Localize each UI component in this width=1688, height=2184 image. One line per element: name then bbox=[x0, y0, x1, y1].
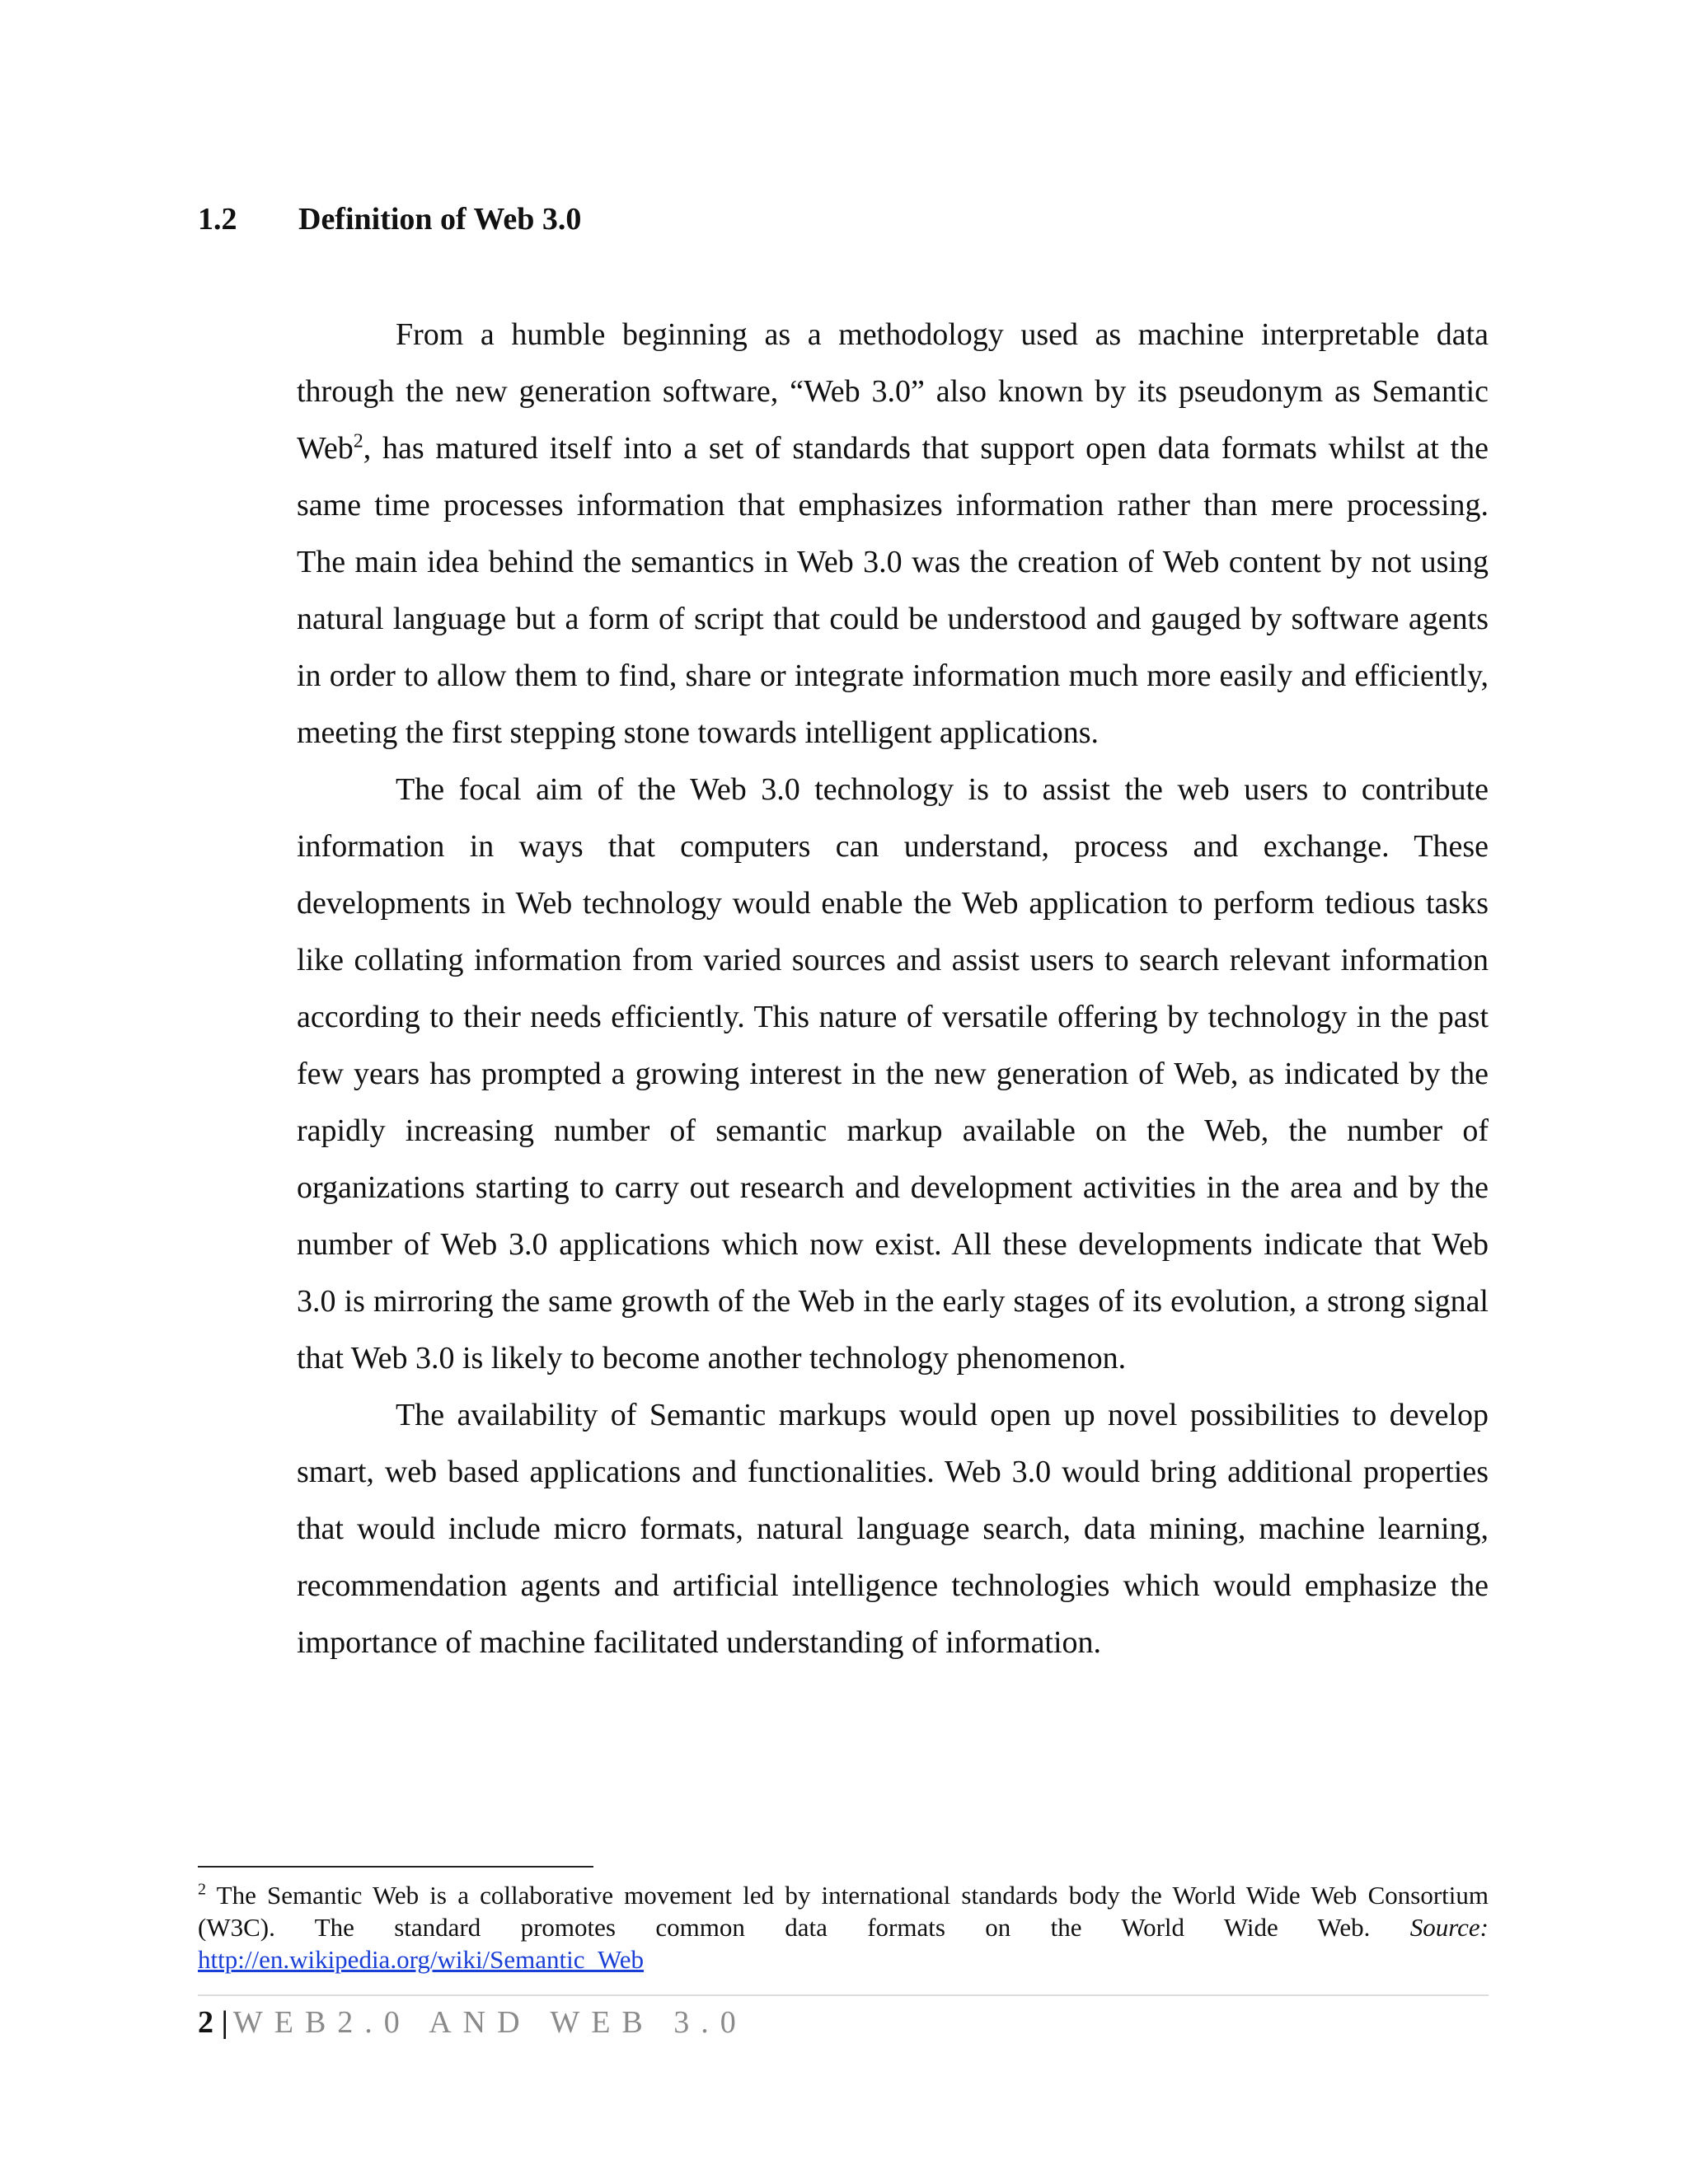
footer-separator: | bbox=[221, 2005, 228, 2040]
paragraph-1-part-a: From a humble beginning as a methodology used as machine interpretable data through the new generation software, “Web 3.0” also known by its pseudonym as Semantic Web bbox=[297, 317, 1489, 466]
page-number: 2 bbox=[198, 2005, 213, 2040]
footnote-separator bbox=[198, 1866, 593, 1868]
footnote bbox=[198, 1879, 1489, 1975]
footer-divider bbox=[198, 1994, 1489, 1996]
paragraph-2: The focal aim of the Web 3.0 technology is to assist the web users to contribute information in ways that computers can understand, process and exchange. These developments in Web technology would enable the Web application to perform tedious tasks like collating information from varied sources and assist users to search relevant information according to their needs efficiently. This nature of versatile offering by technology in the past few years has prompted a growing interest in the new generation of Web, as indicated by the rapidly increasing number of semantic markup available on the Web, the number of organizations starting to carry out research and development activities in the area and by the number of Web 3.0 applications which now exist. All these developments indicate that Web 3.0 is mirroring the same growth of the Web in the early stages of its evolution, a strong signal that Web 3.0 is likely to become another technology phenomenon. bbox=[297, 772, 1489, 1376]
page-footer bbox=[198, 2001, 748, 2044]
section-title: Definition of Web 3.0 bbox=[298, 202, 582, 237]
footer-document-title: WEB2.0 AND WEB 3.0 bbox=[232, 2005, 748, 2040]
paragraph-1 bbox=[297, 307, 1489, 762]
body-text bbox=[297, 307, 1489, 1671]
section-number: 1.2 bbox=[198, 202, 237, 237]
footnote-marker: 2 bbox=[198, 1880, 206, 1899]
footnote-source-label: Source: bbox=[1409, 1913, 1489, 1942]
paragraph-3: The availability of Semantic markups would open up novel possibilities to develop smart, web based applications and functionalities. Web 3.0 would bring additional properties that would include micro formats, natural language search, data mining, machine learning, recommendation agents and artificial intelligence technologies which would emphasize the importance of machine facilitated understanding of information. bbox=[297, 1398, 1489, 1660]
paragraph-1-part-b: , has matured itself into a set of standards that support open data formats whilst at the same time processes information that emphasizes information rather than mere processing. The main idea behind the semantics in Web 3.0 was the creation of Web content by not using natural language but a form of script that could be understood and gauged by software agents in order to allow them to find, share or integrate information much more easily and efficiently, meeting the first stepping stone towards intelligent applications. bbox=[297, 431, 1489, 750]
section-heading bbox=[198, 199, 581, 239]
footnote-source-link[interactable]: http://en.wikipedia.org/wiki/Semantic_Web bbox=[198, 1945, 645, 1974]
footnote-text: The Semantic Web is a collaborative movement led by international standards body the World Wide Web Consortium (W3C). The standard promotes common data formats on the World Wide Web. bbox=[198, 1881, 1489, 1942]
footnote-reference[interactable]: 2 bbox=[353, 430, 363, 452]
